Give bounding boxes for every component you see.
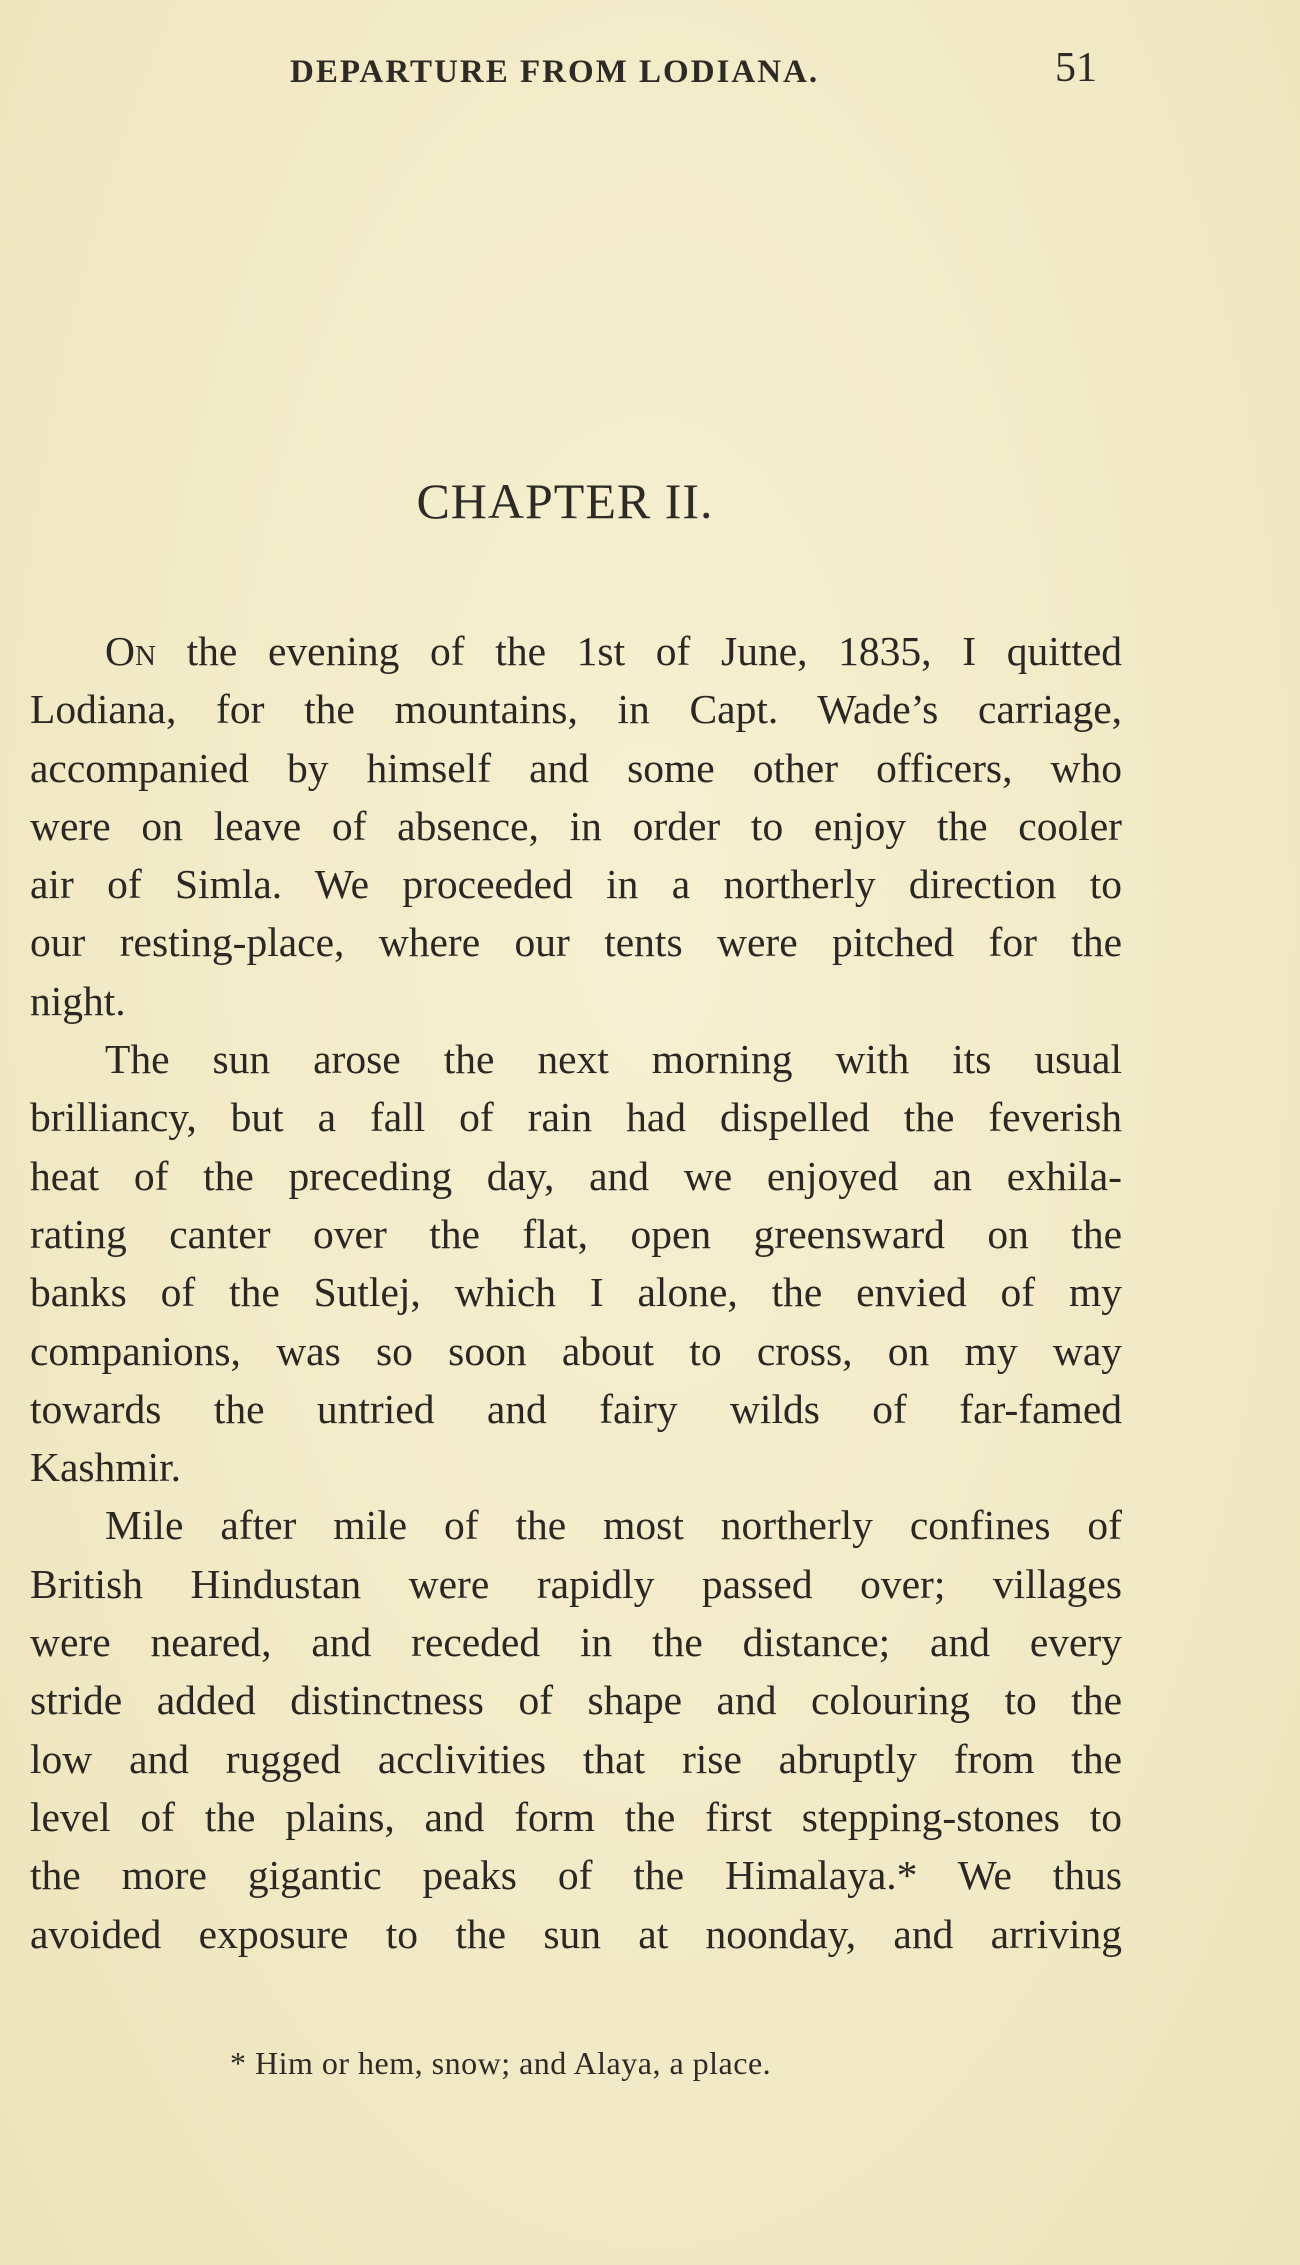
chapter-title: CHAPTER II. <box>416 473 714 529</box>
text-line: were neared, and receded in the distance; and every <box>30 1619 1122 1666</box>
text-line: heat of the preceding day, and we enjoyed an exhila- <box>30 1152 1122 1199</box>
text-line: British Hindustan were rapidly passed over; villages <box>30 1560 1122 1607</box>
text-line: brilliancy, but a fall of rain had dispelled the feverish <box>30 1094 1122 1141</box>
text-line: level of the plains, and form the first stepping-stones to <box>30 1793 1122 1840</box>
text-line: our resting-place, where our tents were pitched for the <box>30 919 1122 966</box>
text-line: rating canter over the flat, open greensward on the <box>30 1210 1122 1257</box>
paragraph-1-line-1 <box>30 622 1122 680</box>
text-line: were on leave of absence, in order to enjoy the cooler <box>30 802 1122 849</box>
text-line: low and rugged acclivities that rise abruptly from the <box>30 1735 1122 1782</box>
text-line: banks of the Sutlej, which I alone, the envied of my <box>30 1269 1122 1316</box>
paragraph-2-line-1: The sun arose the next morning with its usual <box>105 1036 1122 1083</box>
text-line: night. <box>30 977 126 1024</box>
text-line: the more gigantic peaks of the Himalaya.* We thus <box>30 1852 1122 1899</box>
running-head <box>0 44 1300 104</box>
text-line: accompanied by himself and some other officers, who <box>30 744 1122 791</box>
text-line: avoided exposure to the sun at noonday, and arriving <box>30 1910 1122 1957</box>
text-line: companions, was so soon about to cross, on my way <box>30 1327 1122 1374</box>
text-line: towards the untried and fairy wilds of far-famed <box>30 1385 1122 1432</box>
text-line: Kashmir. <box>30 1444 182 1491</box>
text-line: stride added distinctness of shape and colouring to the <box>30 1677 1122 1724</box>
footnote: * Him or hem, snow; and Alaya, a place. <box>230 2045 772 2081</box>
text-line: air of Simla. We proceeded in a northerly direction to <box>30 861 1122 908</box>
body-text <box>30 622 1122 1963</box>
page-number: 51 <box>1055 45 1097 91</box>
running-title: DEPARTURE FROM LODIANA. <box>290 54 820 90</box>
first-line-text: the evening of the 1st of June, 1835, I quitted <box>155 628 1122 674</box>
text-line: Lodiana, for the mountains, in Capt. Wade’s carriage, <box>30 686 1122 733</box>
lead-small-caps: On <box>105 628 156 674</box>
paragraph-3-line-1: Mile after mile of the most northerly confines of <box>105 1502 1122 1549</box>
